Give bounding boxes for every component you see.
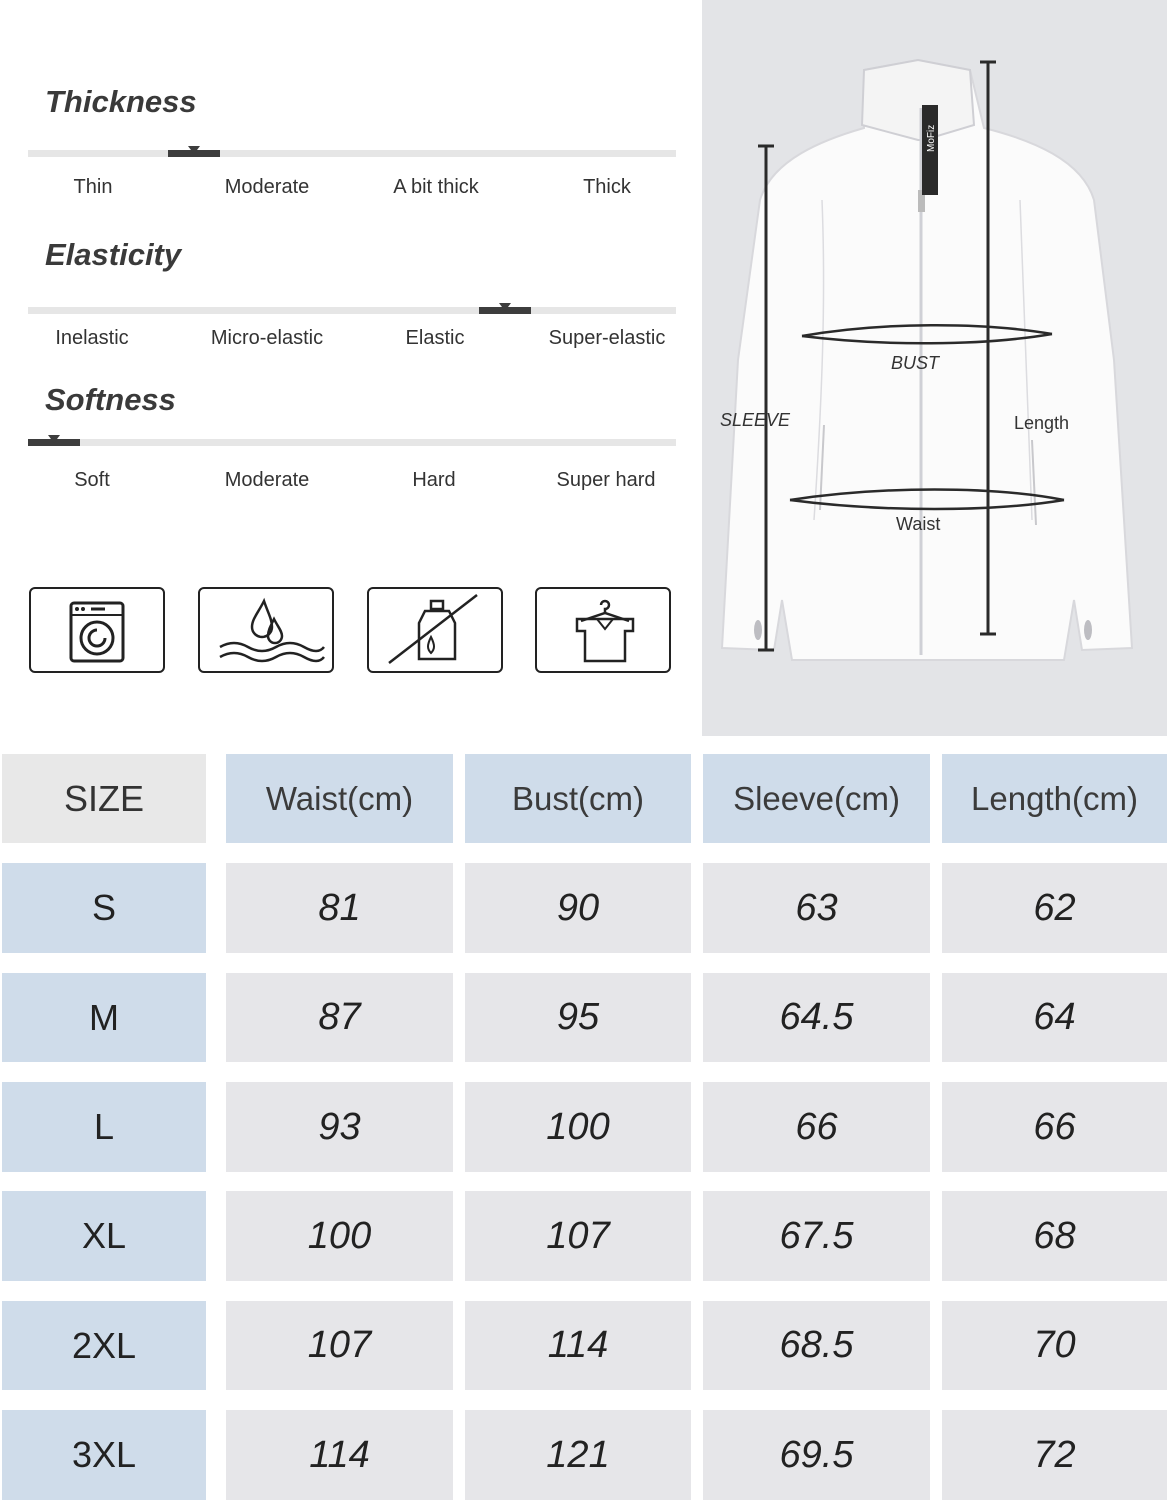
table-cell: 107: [226, 1301, 453, 1390]
table-cell: 72: [942, 1410, 1167, 1500]
table-cell: 121: [465, 1410, 691, 1500]
level-label: Super hard: [556, 469, 656, 491]
level-label: Soft: [74, 469, 110, 491]
brand-label: MoFiz: [926, 124, 937, 152]
table-cell: 64.5: [703, 973, 930, 1062]
table-cell: 114: [465, 1301, 691, 1390]
table-header-bust: Bust(cm): [465, 754, 691, 843]
slider-track: [28, 439, 676, 446]
level-label: Hard: [412, 469, 456, 491]
level-label: Thin: [73, 176, 113, 198]
table-cell: 100: [465, 1082, 691, 1172]
table-cell: 64: [942, 973, 1167, 1062]
waist-label: Waist: [896, 514, 941, 534]
no-bleach-icon: [367, 587, 503, 673]
table-header-waist: Waist(cm): [226, 754, 453, 843]
level-label: Elastic: [405, 327, 465, 349]
table-cell: 93: [226, 1082, 453, 1172]
table-cell: 95: [465, 973, 691, 1062]
slider-marker: [479, 307, 531, 314]
water-temperature-icon: [198, 587, 334, 673]
table-cell: 62: [942, 863, 1167, 953]
section-title: Thickness: [45, 84, 197, 119]
table-cell: 63: [703, 863, 930, 953]
table-cell: 66: [942, 1082, 1167, 1172]
size-cell: L: [2, 1082, 206, 1172]
garment-photo: [702, 0, 1167, 736]
table-cell: 66: [703, 1082, 930, 1172]
table-cell: 114: [226, 1410, 453, 1500]
size-cell: 3XL: [2, 1410, 206, 1500]
slider-track: [28, 307, 676, 314]
table-header-size: SIZE: [2, 754, 206, 843]
table-cell: 81: [226, 863, 453, 953]
table-cell: 87: [226, 973, 453, 1062]
level-label: Super-elastic: [548, 327, 666, 349]
level-label: Inelastic: [55, 327, 129, 349]
level-label: Micro-elastic: [210, 327, 324, 349]
table-cell: 100: [226, 1191, 453, 1281]
table-cell: 68.5: [703, 1301, 930, 1390]
size-cell: M: [2, 973, 206, 1062]
section-title: Elasticity: [45, 237, 182, 272]
size-cell: XL: [2, 1191, 206, 1281]
table-cell: 69.5: [703, 1410, 930, 1500]
slider-marker: [168, 150, 220, 157]
sleeve-label: SLEEVE: [720, 410, 791, 430]
level-label: Moderate: [224, 176, 310, 198]
table-cell: 70: [942, 1301, 1167, 1390]
level-label: Moderate: [224, 469, 310, 491]
machine-wash-icon: [29, 587, 165, 673]
table-cell: 107: [465, 1191, 691, 1281]
slider-marker: [28, 439, 80, 446]
level-label: Thick: [583, 176, 631, 198]
table-cell: 68: [942, 1191, 1167, 1281]
section-title: Softness: [45, 382, 176, 417]
size-cell: S: [2, 863, 206, 953]
level-label: A bit thick: [393, 176, 479, 198]
table-header-sleeve: Sleeve(cm): [703, 754, 930, 843]
size-cell: 2XL: [2, 1301, 206, 1390]
bust-label: BUST: [891, 353, 940, 373]
slider-track: [28, 150, 676, 157]
table-cell: 90: [465, 863, 691, 953]
hang-dry-icon: [535, 587, 671, 673]
length-label: Length: [1014, 413, 1070, 433]
table-cell: 67.5: [703, 1191, 930, 1281]
table-header-length: Length(cm): [942, 754, 1167, 843]
